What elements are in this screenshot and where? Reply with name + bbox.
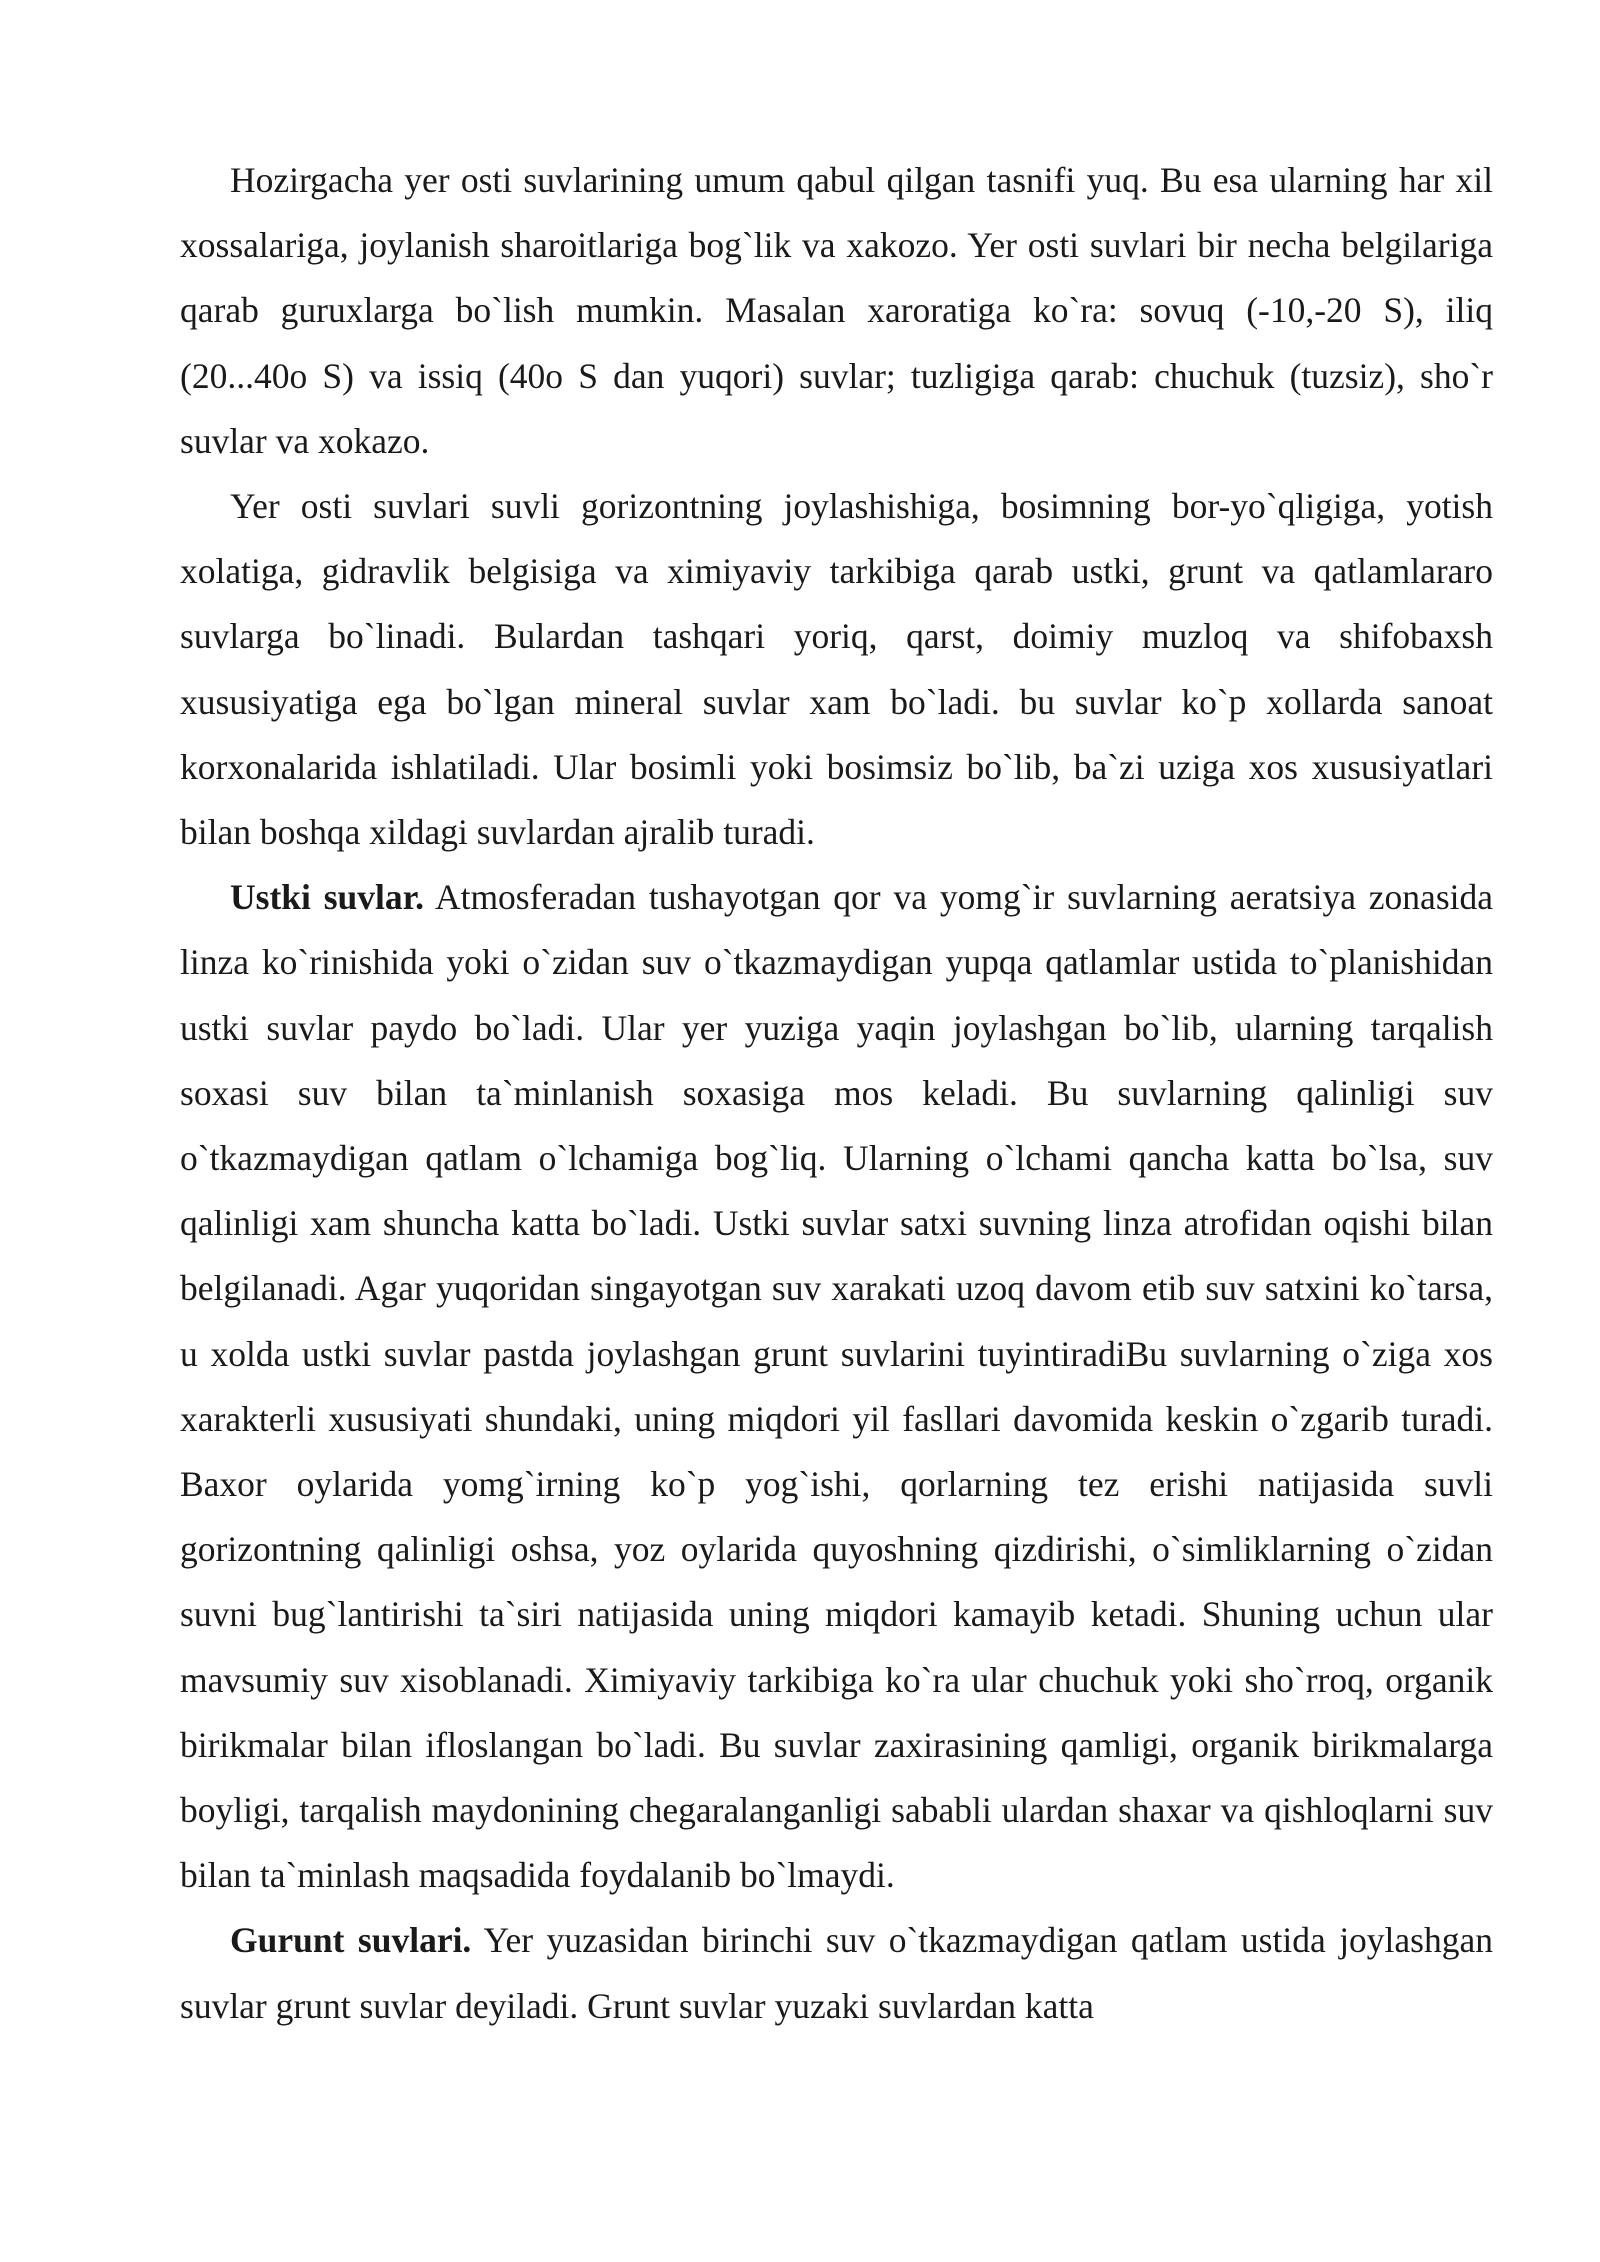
paragraph-gurunt-suvlari <box>180 1908 1493 2038</box>
paragraph-ustki-suvlar <box>180 865 1493 1908</box>
section-heading-gurunt-suvlari: Gurunt suvlari. <box>230 1920 472 1961</box>
paragraph-text: Atmosferadan tushayotgan qor va yomg`ir suvlarning aeratsiya zonasida linza ko`rinishida yoki o`zidan suv o`tkazmaydigan yupqa qatlamlar ustida to`planishidan ustki suvlar paydo bo`ladi. Ular yer yuziga yaqin joylashgan bo`lib, ularning tarqalish soxasi suv bilan ta`minlanish soxasiga mos keladi. Bu suvlarning qalinligi suv o`tkazmaydigan qatlam o`lchamiga bog`liq. Ularning o`lchami qancha katta bo`lsa, suv qalinligi xam shuncha katta bo`ladi. Ustki suvlar satxi suvning linza atrofidan oqishi bilan belgilanadi. Agar yuqoridan singayotgan suv xarakati uzoq davom etib suv satxini ko`tarsa, u xolda ustki suvlar pastda joylashgan grunt suvlarini tuyintiradiBu suvlarning o`ziga xos xarakterli xususiyati shundaki, uning miqdori yil fasllari davomida keskin o`zgarib turadi. Baxor oylarida yomg`irning ko`p yog`ishi, qorlarning tez erishi natijasida suvli gorizontning qalinligi oshsa, yoz oylarida quyoshning qizdirishi, o`simliklarning o`zidan suvni bug`lantirishi ta`siri natijasida uning miqdori kamayib ketadi. Shuning uchun ular mavsumiy suv xisoblanadi. Ximiyaviy tarkibiga ko`ra ular chuchuk yoki sho`rroq, organik birikmalar bilan ifloslangan bo`ladi. Bu suvlar zaxirasining qamligi, organik birikmalarga boyligi, tarqalish maydonining chegaralanganligi sababli ulardan shaxar va qishloqlarni suv bilan ta`minlash maqsadida foydalanib bo`lmaydi. <box>180 877 1494 1896</box>
paragraph-text: Hozirgacha yer osti suvlarining umum qabul qilgan tasnifi yuq. Bu esa ularning har xil xossalariga, joylanish sharoitlariga bog`lik va xakozo. Yer osti suvlari bir necha belgilariga qarab guruxlarga bo`lish mumkin. Masalan xaroratiga ko`ra: sovuq (-10,-20 S), iliq (20...40o S) va issiq (40o S dan yuqori) suvlar; tuzligiga qarab: chuchuk (tuzsiz), sho`r suvlar va xokazo. <box>180 160 1493 461</box>
paragraph-classification <box>180 474 1493 865</box>
section-heading-ustki-suvlar: Ustki suvlar. <box>230 877 425 918</box>
document-page <box>180 148 1493 2039</box>
paragraph-text: Yer osti suvlari suvli gorizontning joylashishiga, bosimning bor-yo`qligiga, yotish xolatiga, gidravlik belgisiga va ximiyaviy tarkibiga qarab ustki, grunt va qatlamlararo suvlarga bo`linadi. Bulardan tashqari yoriq, qarst, doimiy muzloq va shifobaxsh xususiyatiga ega bo`lgan mineral suvlar xam bo`ladi. bu suvlar ko`p xollarda sanoat korxonalarida ishlatiladi. Ular bosimli yoki bosimsiz bo`lib, ba`zi uziga xos xususiyatlari bilan boshqa xildagi suvlardan ajralib turadi. <box>180 486 1493 853</box>
paragraph-text: Yer yuzasidan birinchi suv o`tkazmaydigan qatlam ustida joylashgan suvlar grunt suvlar deyiladi. Grunt suvlar yuzaki suvlardan katta <box>180 1920 1493 2026</box>
paragraph-intro <box>180 148 1493 474</box>
